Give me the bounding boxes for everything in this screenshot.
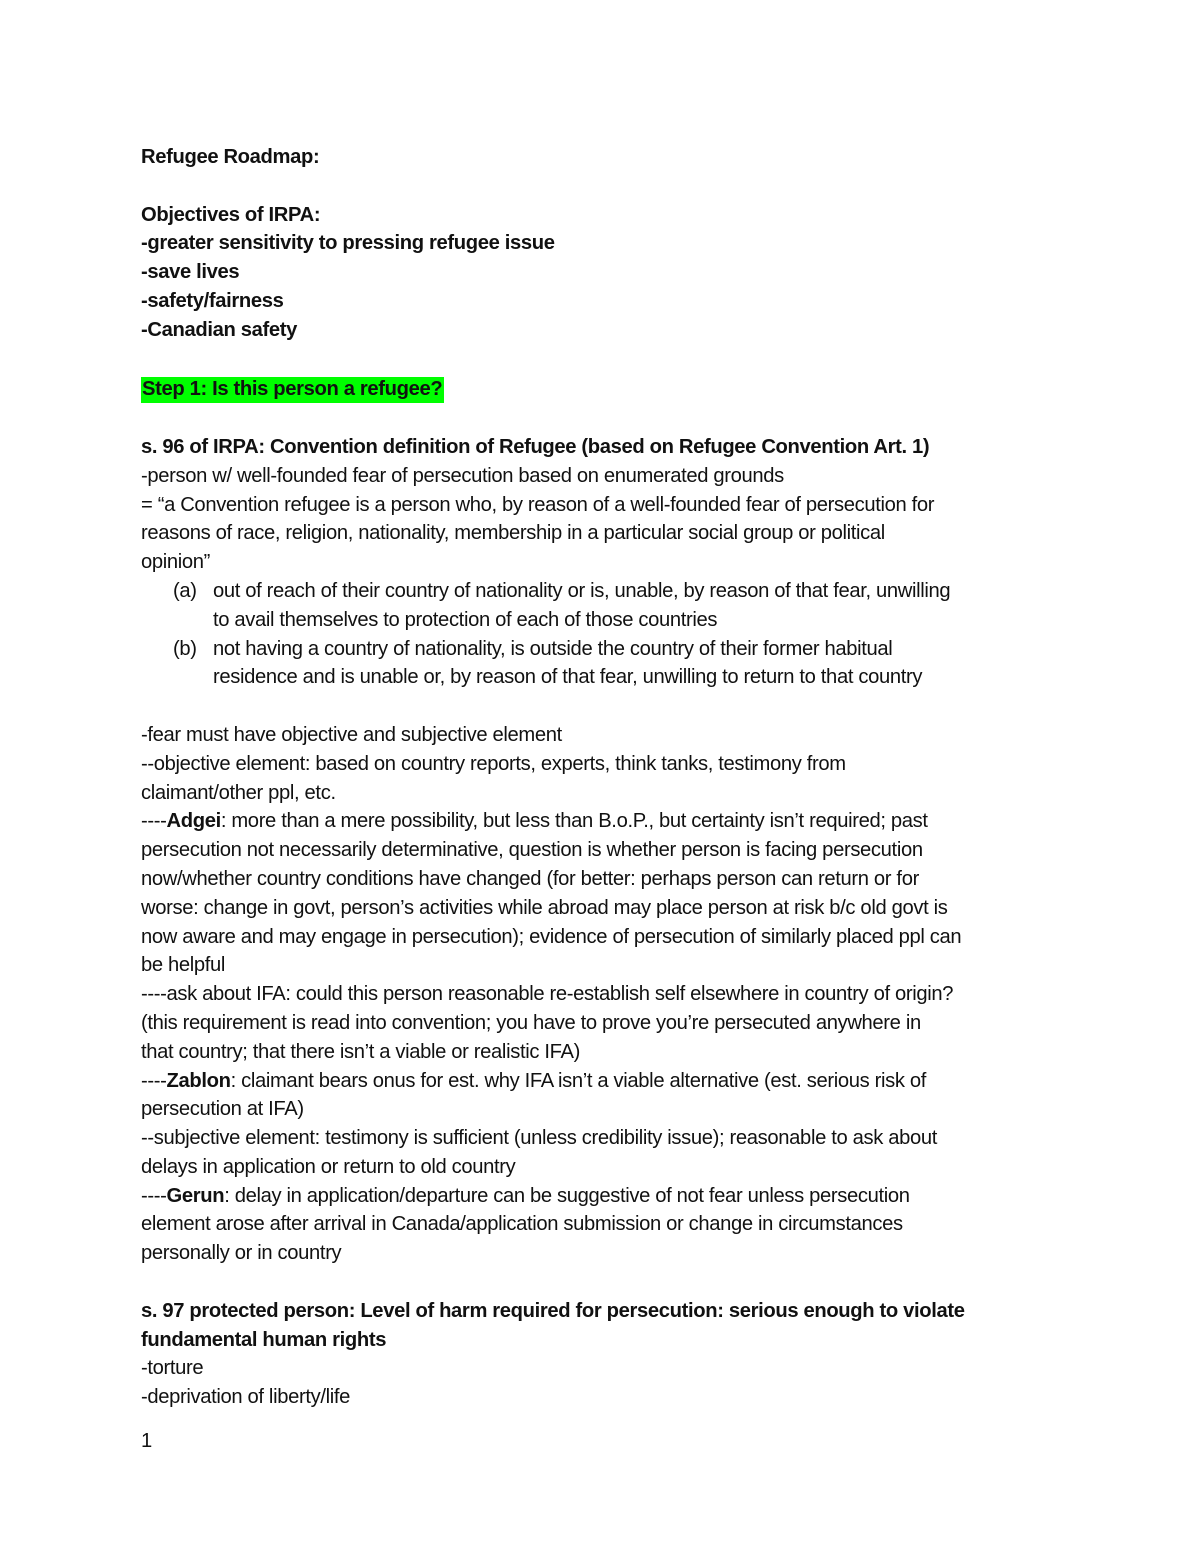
page-number: 1 <box>141 1430 153 1452</box>
s96-line: -person w/ well-founded fear of persecution based on enumerated grounds <box>141 464 784 487</box>
subjective-line: --subjective element: testimony is sufficient (unless credibility issue); reasonable to ask about <box>141 1127 937 1150</box>
s97-heading: fundamental human rights <box>141 1328 387 1351</box>
adgei-line <box>141 807 1071 836</box>
gerun-line <box>141 1182 1071 1211</box>
adgei-line: now/whether country conditions have changed (for better: perhaps person can return or for <box>141 867 919 890</box>
list-line: residence and is unable or, by reason of that fear, unwilling to return to that country <box>213 666 923 689</box>
fear-line: --objective element: based on country reports, experts, think tanks, testimony from <box>141 752 846 775</box>
spacer <box>141 692 1071 721</box>
s97-line: -torture <box>141 1357 204 1380</box>
case-name-gerun: Gerun <box>166 1184 225 1207</box>
ifa-line: (this requirement is read into convention; you have to prove you’re persecuted anywhere in <box>141 1011 921 1034</box>
case-prefix: ---- <box>141 1069 167 1092</box>
s97-heading: s. 97 protected person: Level of harm required for persecution: serious enough to violate <box>141 1299 965 1322</box>
objective-item: -safety/fairness <box>141 289 284 312</box>
document-body <box>141 143 1071 1412</box>
case-text: : delay in application/departure can be suggestive of not fear unless persecution <box>224 1184 910 1207</box>
adgei-line: worse: change in govt, person’s activities while abroad may place person at risk b/c old govt is <box>141 896 948 919</box>
spacer <box>141 172 1071 201</box>
objective-item: -Canadian safety <box>141 318 297 341</box>
list-line: out of reach of their country of nationality or is, unable, by reason of that fear, unwilling <box>213 579 951 602</box>
spacer <box>141 1268 1071 1297</box>
zablon-line: persecution at IFA) <box>141 1098 304 1121</box>
objective-item: -greater sensitivity to pressing refugee issue <box>141 232 555 255</box>
ifa-line: that country; that there isn’t a viable or realistic IFA) <box>141 1040 580 1063</box>
objective-item: -save lives <box>141 261 240 284</box>
adgei-line: be helpful <box>141 954 226 977</box>
list-item-b <box>141 635 1071 693</box>
s96-line: opinion” <box>141 551 211 574</box>
case-text: : more than a mere possibility, but less than B.o.P., but certainty isn’t required; past <box>220 810 928 833</box>
fear-line: claimant/other ppl, etc. <box>141 781 336 804</box>
list-label: (a) <box>173 579 197 602</box>
list-line: not having a country of nationality, is outside the country of their former habitual <box>213 637 893 660</box>
zablon-line <box>141 1067 1071 1096</box>
gerun-line: personally or in country <box>141 1242 342 1265</box>
case-name-zablon: Zablon <box>166 1069 231 1092</box>
spacer <box>141 404 1071 433</box>
case-prefix: ---- <box>141 810 167 833</box>
list-label: (b) <box>173 637 197 660</box>
objectives-heading: Objectives of IRPA: <box>141 203 321 226</box>
list-item-a <box>141 577 1071 635</box>
list-text <box>213 635 922 693</box>
subjective-line: delays in application or return to old country <box>141 1155 516 1178</box>
case-name-adgei: Adgei <box>166 810 221 833</box>
spacer <box>141 345 1071 374</box>
s96-line: reasons of race, religion, nationality, membership in a particular social group or political <box>141 522 885 545</box>
gerun-line: element arose after arrival in Canada/application submission or change in circumstances <box>141 1213 903 1236</box>
list-text <box>213 577 950 635</box>
step1-highlight: Step 1: Is this person a refugee? <box>141 377 444 403</box>
step1-line <box>141 375 1071 404</box>
fear-line: -fear must have objective and subjective element <box>141 723 562 746</box>
adgei-line: persecution not necessarily determinative, question is whether person is facing persecution <box>141 839 923 862</box>
ifa-line: ----ask about IFA: could this person reasonable re-establish self elsewhere in country of origin? <box>141 983 954 1006</box>
document-title: Refugee Roadmap: <box>141 146 320 168</box>
s96-heading: s. 96 of IRPA: Convention definition of Refugee (based on Refugee Convention Art. 1) <box>141 435 930 458</box>
case-prefix: ---- <box>141 1184 167 1207</box>
adgei-line: now aware and may engage in persecution); evidence of persecution of similarly placed ppl can <box>141 925 962 948</box>
case-text: : claimant bears onus for est. why IFA isn’t a viable alternative (est. serious risk of <box>230 1069 927 1092</box>
list-line: to avail themselves to protection of each of those countries <box>213 608 718 631</box>
s97-line: -deprivation of liberty/life <box>141 1386 351 1409</box>
s96-line: = “a Convention refugee is a person who, by reason of a well-founded fear of persecution for <box>141 493 935 516</box>
